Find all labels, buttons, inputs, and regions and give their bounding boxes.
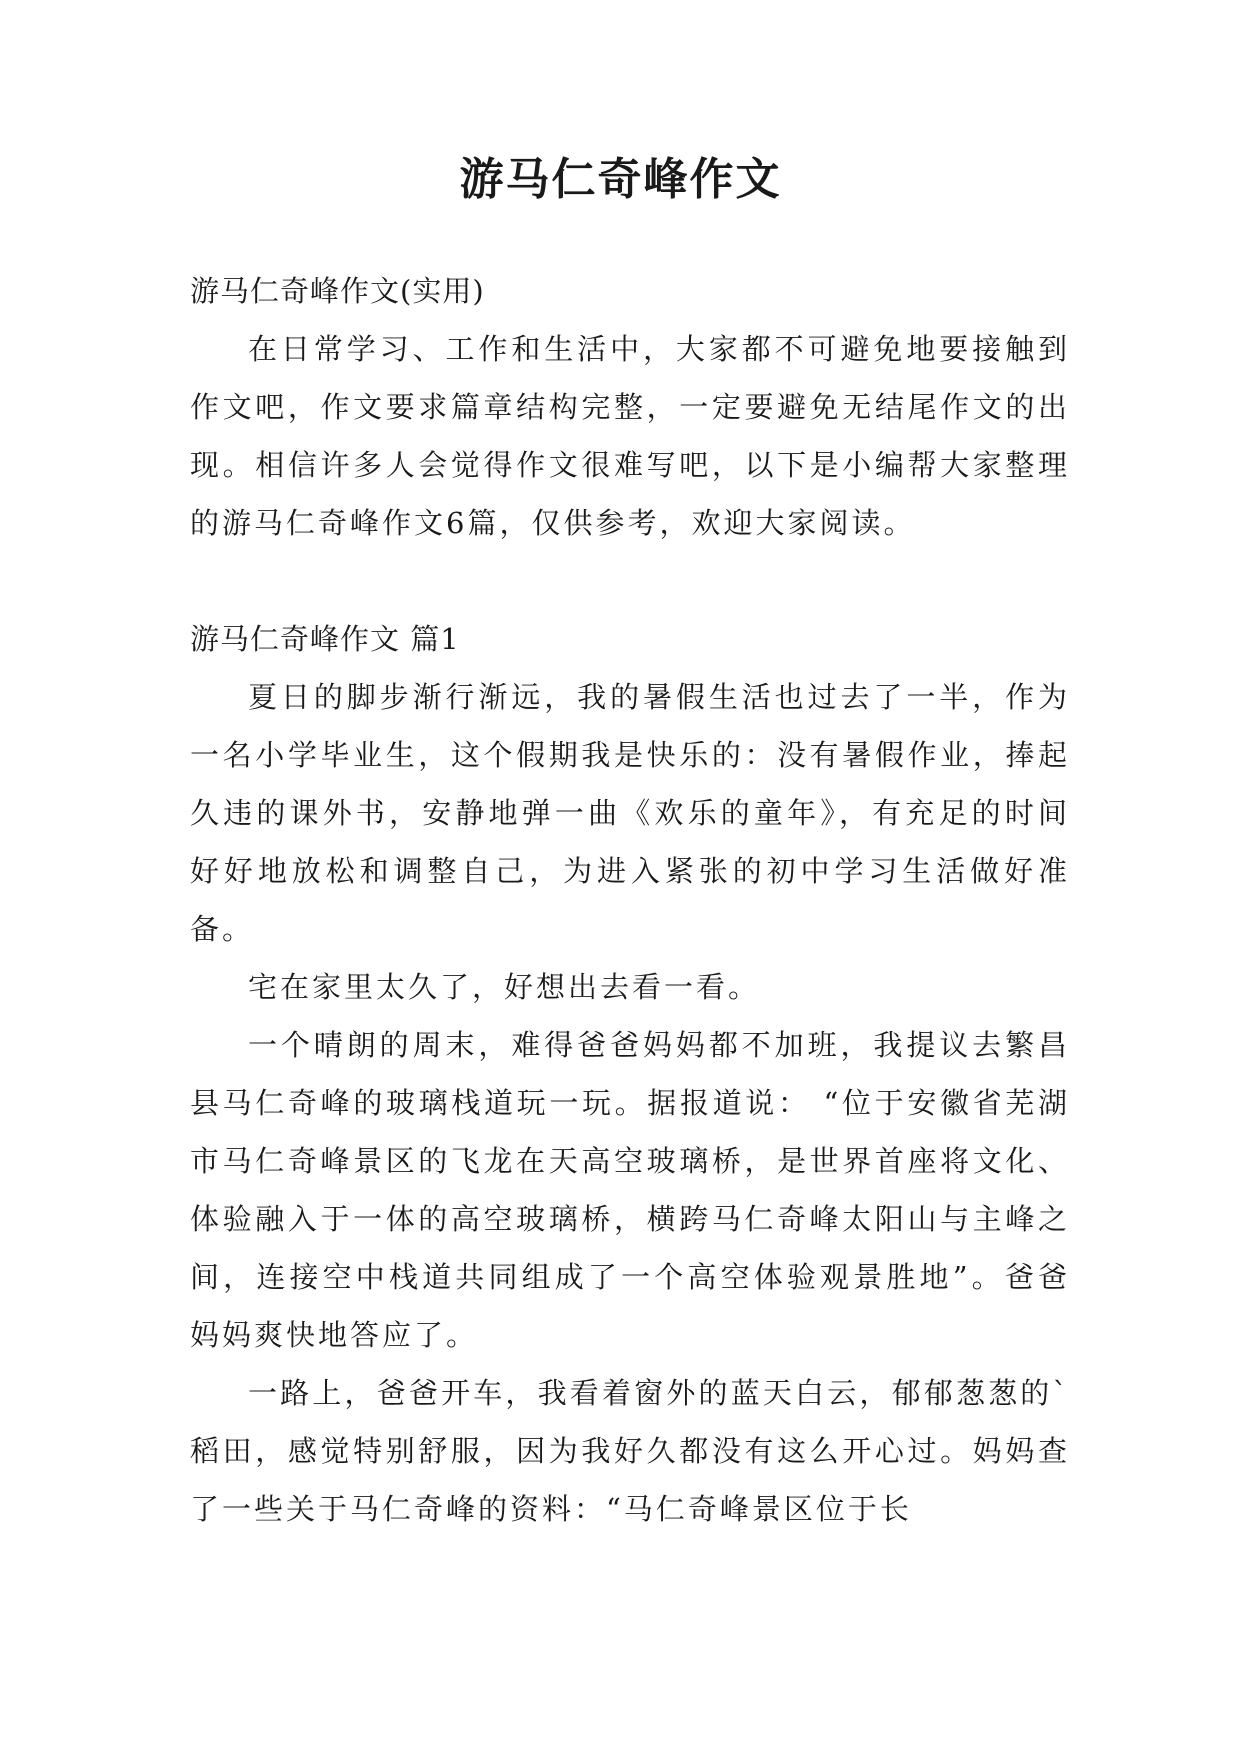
body-paragraph: 夏日的脚步渐行渐远，我的暑假生活也过去了一半，作为一名小学毕业生，这个假期我是快乐的：没有暑假作业，捧起久违的课外书，安静地弹一曲《欢乐的童年》，有充足的时间好好地放松和调整自己，为进入紧张的初中学习生活做好准备。 (190, 680, 1070, 946)
intro-paragraph: 在日常学习、工作和生活中，大家都不可避免地要接触到作文吧，作文要求篇章结构完整，一定要避免无结尾作文的出现。相信许多人会觉得作文很难写吧，以下是小编帮大家整理的游马仁奇峰作文6篇，仅供参考，欢迎大家阅读。 (190, 332, 1070, 540)
body-paragraph: 一路上，爸爸开车，我看着窗外的蓝天白云，郁郁葱葱的`稻田，感觉特别舒服，因为我好久都没有这么开心过。妈妈查了一些关于马仁奇峰的资料：“马仁奇峰景区位于长 (190, 1376, 1070, 1526)
document-body (190, 262, 1070, 1538)
body-paragraph: 一个晴朗的周末，难得爸爸妈妈都不加班，我提议去繁昌县马仁奇峰的玻璃栈道玩一玩。据报道说： “位于安徽省芜湖市马仁奇峰景区的飞龙在天高空玻璃桥，是世界首座将文化、体验融入于一体的高空玻璃桥，横跨马仁奇峰太阳山与主峰之间，连接空中栈道共同组成了一个高空体验观景胜地”。爸爸妈妈爽快地答应了。 (190, 1028, 1070, 1352)
body-paragraph: 宅在家里太久了，好想出去看一看。 (248, 970, 761, 1004)
section-heading: 游马仁奇峰作文 篇1 (190, 622, 460, 656)
document-subtitle: 游马仁奇峰作文(实用) (190, 274, 485, 308)
document-title: 游马仁奇峰作文 (459, 154, 782, 205)
